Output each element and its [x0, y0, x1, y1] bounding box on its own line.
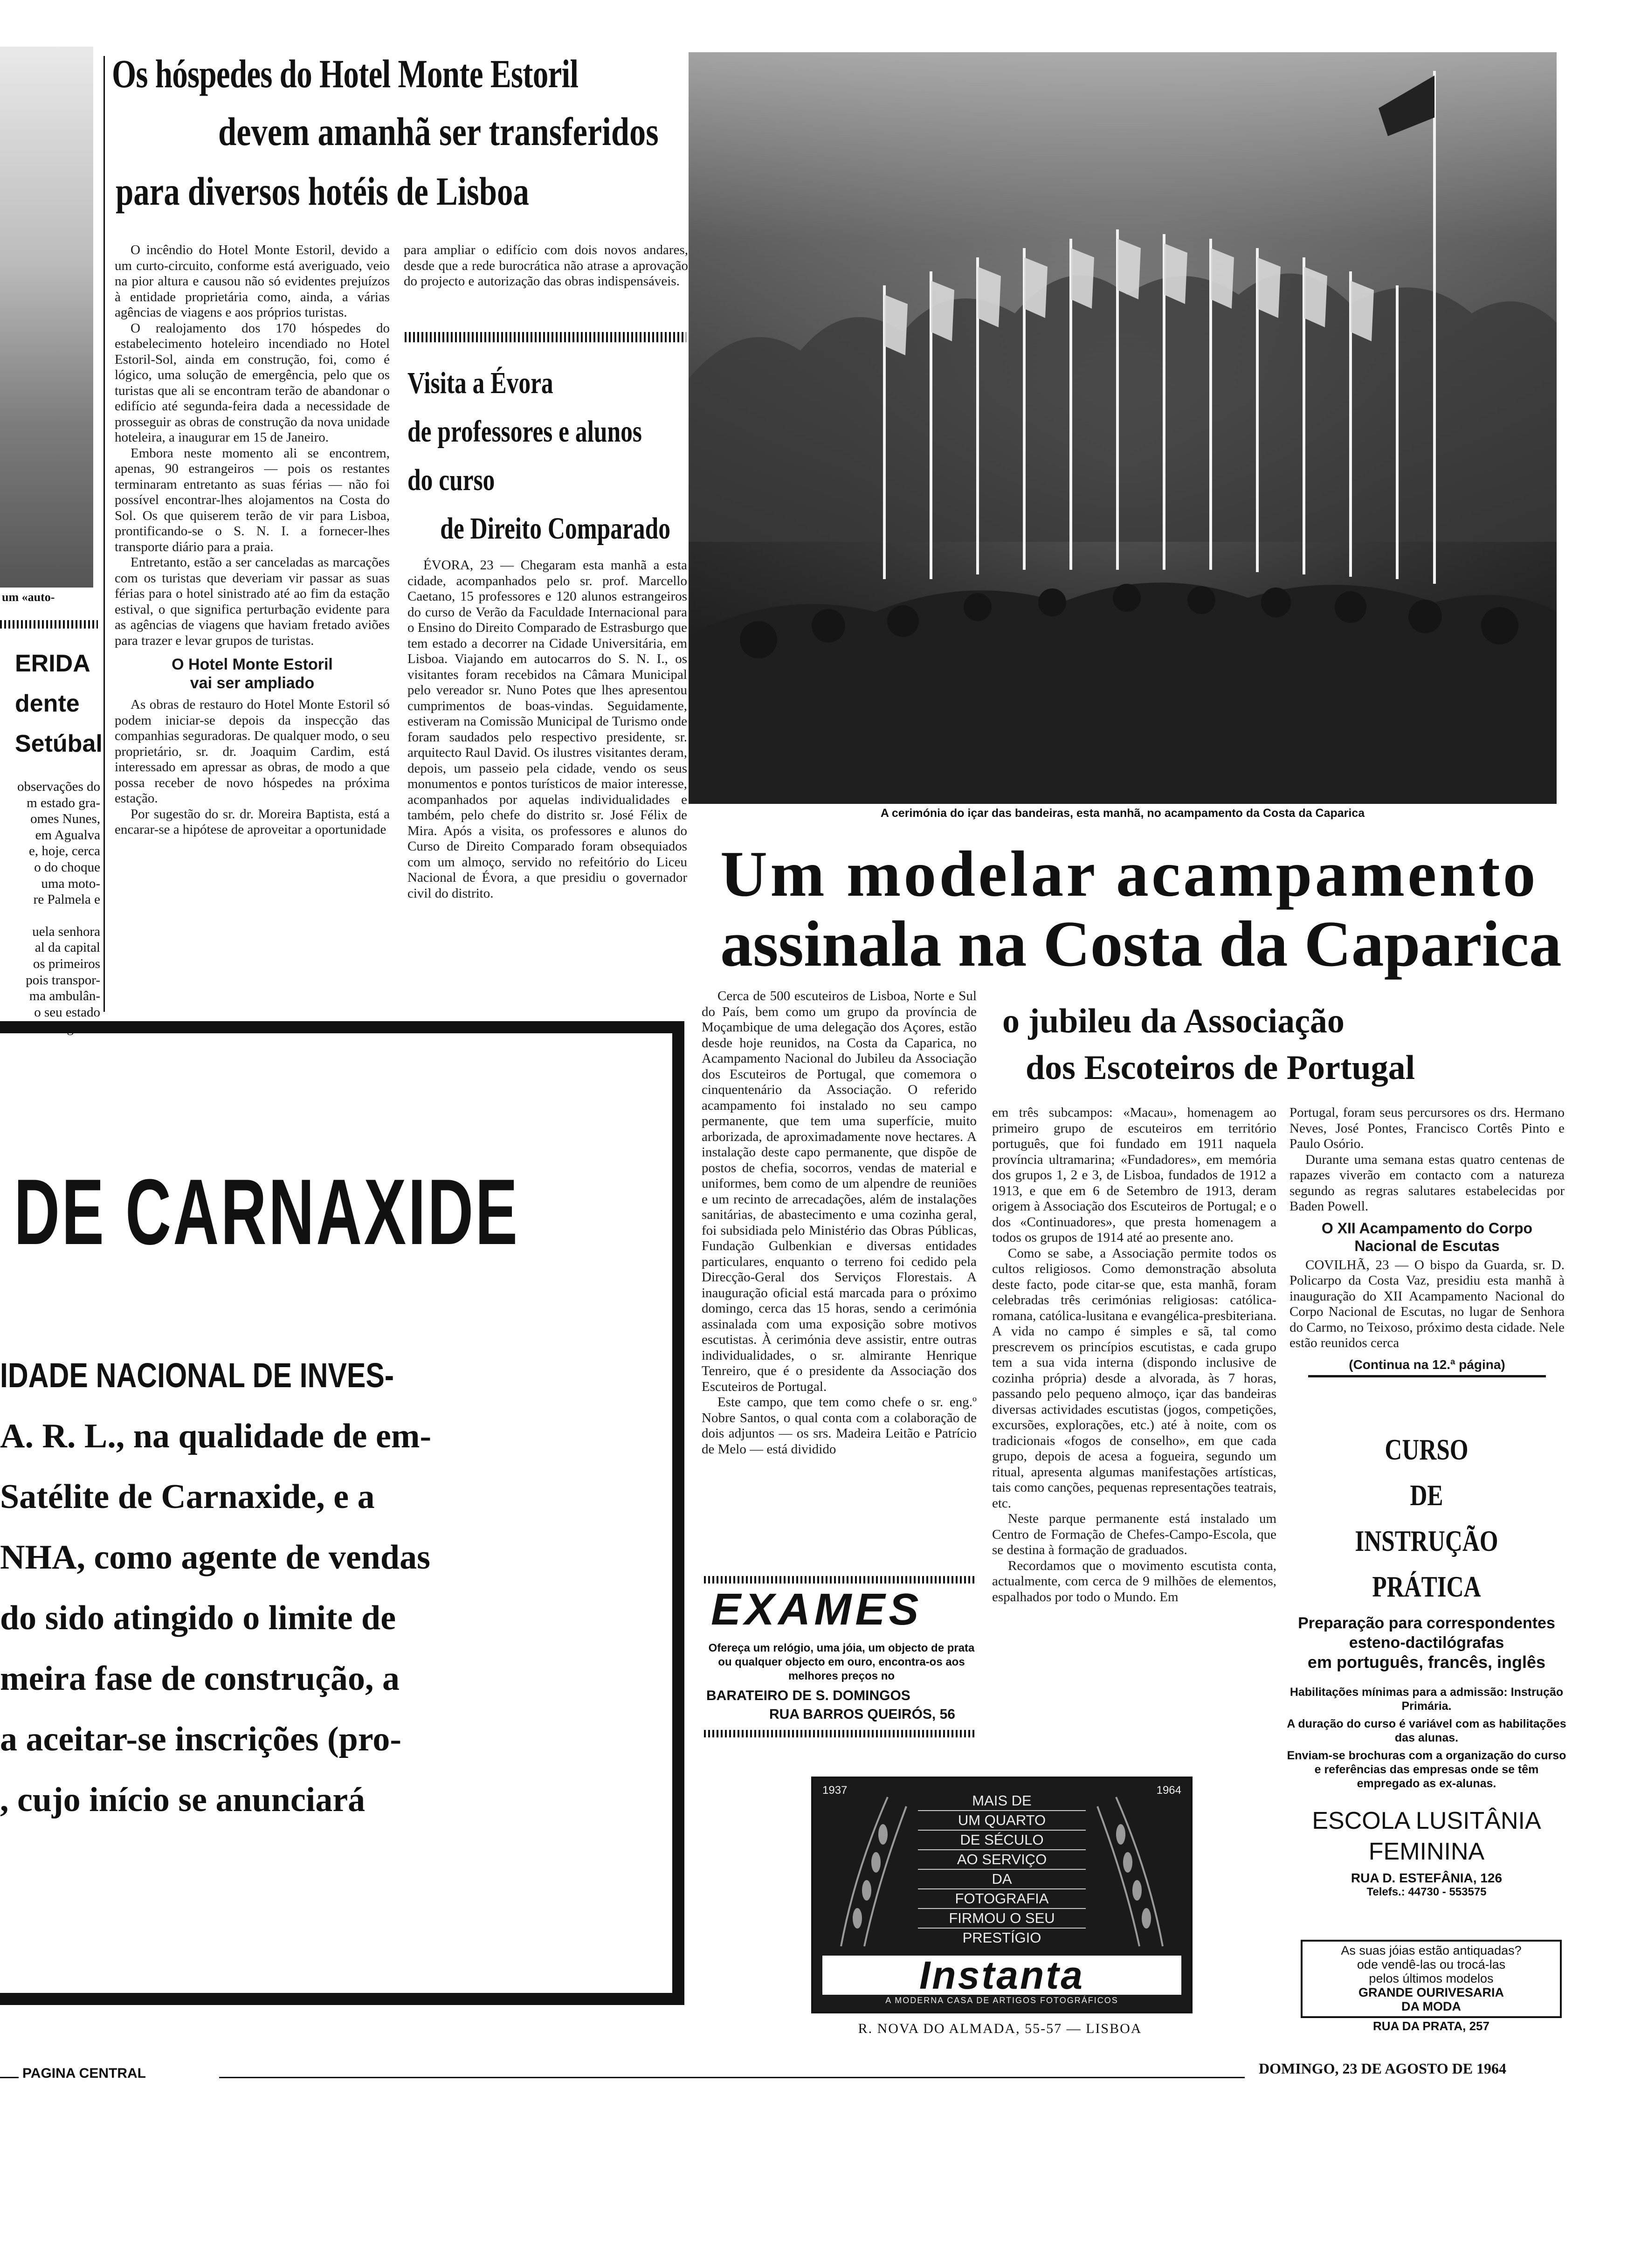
hotel-paragraph: Embora neste momento ali se encontrem, apenas, 90 estrangeiros — pois os restantes terminaram entretanto as suas férias — não foi possível encontrar-lhes alojamentos na Costa do Sol. Os que quiserem terão de vir para Lisboa, prontificando-se o S. N. I. a fornecer-lhes transporte diário para a praia. [115, 445, 390, 554]
exames-top-rule [704, 1576, 977, 1583]
instanta-ad [811, 1777, 1193, 2013]
camp-column-3 [1289, 1105, 1565, 1377]
ourivesaria-line: As suas jóias estão antiquadas? [1341, 1943, 1522, 1957]
left-strip-headline [11, 643, 103, 764]
evora-headline-line: Visita a Évora [407, 366, 553, 400]
left-strip-headline-line: Setúbal [15, 730, 103, 757]
hotel-subhead [115, 655, 390, 692]
column-divider [103, 56, 105, 1012]
carnaxide-line: A. R. L., na qualidade de em- [0, 1417, 432, 1455]
instanta-slogan-line: PRESTÍGIO [962, 1929, 1041, 1946]
hotel-column-2 [404, 242, 688, 290]
left-strip-text [0, 779, 100, 1037]
camp-paragraph: COVILHÃ, 23 — O bispo da Guarda, sr. D. Policarpo da Costa Vaz, presidiu esta manhã à inauguração do XII Acampamento Nacional do Corpo Nacional de Escutas, no lugar de Senhora do Carmo, no Teixoso, próximo desta cidade. Nele estão reunidos cerca [1289, 1257, 1565, 1350]
left-strip-line: ma ambulân- [29, 989, 100, 1004]
left-strip-photo-caption: um «auto- [2, 590, 55, 604]
curso-brochuras: Enviam-se brochuras com a organização do curso e referências das empresas onde se têm empregado as ex-alunas. [1287, 1749, 1566, 1790]
instanta-address: R. NOVA DO ALMADA, 55-57 — LISBOA [858, 2021, 1142, 2036]
curso-subtitle-line: Preparação para correspondentes esteno-dactilógrafas [1298, 1614, 1555, 1652]
left-strip-photo [0, 47, 93, 588]
curso-school-line: ESCOLA LUSITÂNIA [1312, 1807, 1541, 1834]
left-strip-line: omes Nunes, [30, 811, 100, 827]
camp-paragraph: em três subcampos: «Macau», homenagem ao primeiro grupo de escuteiros em território português, que foi fundado em 1911 naquela província ultramarina; «Fundadores», em memória dos grupos 1, 2 e 3, de Lisboa, fundados de 1912 a 1913, e que em 6 de Setembro de 1913, deram origem à Associação dos Escuteiros de Portugal; e o dos «Continuadores», que presta homenagem a todos os grupos de 1914 até ao presente ano. [992, 1105, 1276, 1245]
curso-subtitle [1287, 1613, 1566, 1672]
instanta-slogan-line: AO SERVIÇO [918, 1850, 1086, 1870]
hotel-paragraph: Por sugestão do sr. dr. Moreira Baptista, está a encarar-se a hipótese de aproveitar a oportunidade [115, 806, 390, 837]
hotel-column-1 [115, 242, 390, 838]
carnaxide-line: IDADE NACIONAL DE INVES- [0, 1356, 394, 1395]
evora-paragraph: ÉVORA, 23 — Chegaram esta manhã a esta cidade, acompanhados pelo sr. prof. Marcello Caetano, 15 professores e 120 alunos estrangeiros do curso de Verão da Faculdade Internacional para o Ensino do Direito Comparado de Estrasburgo que tem estado a decorrer na Cidade Universitária, em Lisboa. Viajando em autocarros do S. N. I., os visitantes foram recebidos na Câmara Municipal pelo vereador sr. Nuno Potes que lhes apresentou cumprimentos de boas-vindas. Seguidamente, estiveram na Comissão Municipal de Turismo onde foram saudados pelo respectivo presidente, sr. arquitecto Raul David. Os ilustres visitantes deram, depois, um passeio pela cidade, vendo os seus monumentos e pontos turísticos de maior interesse, acompanhados por aquelas individualidades e também, pelo chefe do distrito sr. José Félix de Mira. Após a visita, os professores e alunos do Curso de Direito Comparado foram obsequiados com um almoço, servido no refeitório do Liceu Nacional de Évora, a que presidiu o governador civil do distrito. [407, 558, 687, 901]
instanta-slogan-line: FOTOGRAFIA [918, 1889, 1086, 1909]
left-strip-line: em Agualva [35, 827, 100, 843]
evora-headline-line: de Direito Comparado [440, 512, 670, 546]
camp-col3-subhead-line: Nacional de Escutas [1354, 1237, 1500, 1254]
exames-shop: BARATEIRO DE S. DOMINGOS [706, 1688, 910, 1703]
curso-subtitle-line: em português, francês, inglês [1307, 1653, 1546, 1672]
exames-address: RUA BARROS QUEIRÓS, 56 [769, 1707, 955, 1722]
curso-title [1287, 1427, 1566, 1610]
instanta-tagline: A MODERNA CASA DE ARTIGOS FOTOGRÁFICOS [885, 1996, 1118, 2005]
evora-body [407, 558, 687, 901]
curso-school-line: FEMININA [1368, 1838, 1485, 1865]
curso-habilitacoes: Habilitações mínimas para a admissão: Instrução Primária. [1289, 1686, 1564, 1713]
camp-paragraph: Como se sabe, a Associação permite todos os cultos religiosos. Como demonstração absoluta deste facto, pode citar-se que, esta manhã, foram celebradas três cerimónias religiosas: católica-romana, católica-lusitana e evangélica-presbiteriana. A vida no campo é simples e sã, tal como prescrevem os princípios escutistas, e cada grupo tem a sua vida interna (dispondo inclusive de cozinha própria) desde a alvorada, às 7 horas, passando pelo pequeno almoço, içar das bandeiras diversas actividades escutistas (jogos, competições, excursões, explorações, etc.) até à noite, com os tradicionais «fogos de conselho», em que cada grupo, depois de acesa a fogueira, segundo um ritual, apresenta algumas manifestações artísticas, tais como canções, pequenas representações teatrais, etc. [992, 1245, 1276, 1511]
exames-text: Ofereça um relógio, uma jóia, um objecto de prata ou qualquer objecto em ouro, encontra-os aos melhores preços no [708, 1642, 975, 1682]
left-strip-line: pois transpor- [26, 972, 100, 988]
instanta-brand: Instanta [822, 1956, 1181, 1995]
carnaxide-line: meira fase de construção, a [0, 1660, 400, 1698]
hotel-subhead-line: vai ser ampliado [190, 674, 315, 692]
camp-paragraph: Recordamos que o movimento escutista conta, actualmente, com cerca de 9 milhões de elementos, espalhados por todo o Mundo. Em [992, 1558, 1276, 1604]
carnaxide-title: DE CARNAXIDE [14, 1160, 520, 1264]
camp-subheadline-line: dos Escoteiros de Portugal [1026, 1049, 1415, 1087]
hotel-paragraph: O incêndio do Hotel Monte Estoril, devido a um curto-circuito, conforme está averiguado, veio na pior altura e causou não só evidentes prejuízos à entidade proprietária como, ainda, a várias agências de viagens e aos próprios turistas. [115, 242, 390, 320]
evora-headline [407, 359, 687, 553]
left-strip-line: uma moto- [41, 876, 100, 891]
photo-caption: A cerimónia do içar das bandeiras, esta manhã, no acampamento da Costa da Caparica [880, 807, 1365, 820]
left-strip-line: nte grave. [47, 1021, 100, 1036]
hotel-evora-rule [405, 332, 686, 342]
hotel-headline-line-3: para diversos hotéis de Lisboa [116, 169, 529, 214]
left-strip-line: uela senhora [32, 924, 100, 939]
curso-phones: Telefs.: 44730 - 553575 [1366, 1886, 1487, 1898]
camp-headline-line-2: assinala na Costa da Caparica [720, 908, 1562, 980]
instanta-slogan-line: MAIS DE [918, 1791, 1086, 1811]
hotel-headline-line-1: Os hóspedes do Hotel Monte Estoril [112, 51, 579, 96]
carnaxide-text [0, 1345, 662, 1830]
curso-title-line: DE [1410, 1479, 1443, 1512]
left-strip-headline-line: dente [15, 690, 80, 717]
camp-column-2 [992, 1105, 1276, 1605]
camp-paragraph: Este campo, que tem como chefe o sr. eng.º Nobre Santos, o qual conta com a colaboração de dois adjuntos — os srs. Madeira Leitão e Patrício de Melo — está dividido [702, 1395, 977, 1457]
exames-title: EXAMES [711, 1584, 923, 1634]
exames-bottom-rule [704, 1730, 977, 1737]
curso-duracao: A duração do curso é variável com as habilitações das alunas. [1287, 1717, 1566, 1744]
footer-rule-left [0, 2077, 19, 2078]
camp-column-1 [702, 989, 977, 1457]
left-strip-line: o do choque [34, 859, 100, 875]
instanta-year-start: 1937 [822, 1784, 848, 1797]
evora-headline-line: do curso [407, 463, 495, 497]
evora-headline-line: de professores e alunos [407, 415, 642, 449]
left-strip-line: os primeiros [33, 956, 100, 971]
continua-note: (Continua na 12.ª página) [1308, 1357, 1546, 1378]
curso-address: RUA D. ESTEFÂNIA, 126 [1351, 1871, 1503, 1885]
left-strip-line: al da capital [34, 940, 100, 955]
instanta-slogan-line: UM QUARTO [918, 1811, 1086, 1831]
curso-title-line: INSTRUÇÃO PRÁTICA [1355, 1524, 1498, 1603]
left-strip-line [0, 908, 100, 924]
hotel-paragraph: Entretanto, estão a ser canceladas as marcações com os turistas que deveriam vir passar as suas férias para o hotel sinistrado até ao fim da estação estival, o que significa perturbação evidente para as agências de viagens que haviam fretado aviões para trazer e levar grupos de turistas. [115, 555, 390, 648]
hotel-paragraph: As obras de restauro do Hotel Monte Estoril só podem iniciar-se depois da inspecção das companhias seguradoras. De qualquer modo, o seu proprietário, sr. dr. Joaquim Cardim, está interessado em apressar as obras, de modo a que possa receber de novo hóspedes na próxima estação. [115, 697, 390, 806]
camp-col3-subhead-line: O XII Acampamento do Corpo [1321, 1219, 1533, 1237]
hotel-paragraph: para ampliar o edifício com dois novos andares, desde que a rede burocrática não atrase a aprovação do projecto e autorização das obras indispensáveis. [404, 242, 688, 289]
carnaxide-line: do sido atingido o limite de [0, 1599, 396, 1637]
carnaxide-line: Satélite de Carnaxide, e a [0, 1478, 375, 1516]
left-strip-line: e, hoje, cerca [29, 844, 100, 859]
carnaxide-line: , cujo início se anunciará [0, 1781, 365, 1819]
curso-title-line: CURSO [1385, 1433, 1469, 1466]
ourivesaria-ad [1301, 1940, 1562, 2018]
camp-subheadline [1002, 998, 1562, 1091]
ourivesaria-name: GRANDE OURIVESARIA [1358, 1985, 1504, 1999]
left-strip-headline-line: ERIDA [15, 650, 90, 677]
camp-paragraph: Portugal, foram seus percursores os drs. Hermano Neves, José Pontes, Francisco Cortês Pinto e Paulo Osório. [1289, 1105, 1565, 1151]
instanta-slogan-line: DA [918, 1870, 1086, 1889]
ourivesaria-address: RUA DA PRATA, 257 [1373, 2019, 1489, 2033]
carnaxide-line: a aceitar-se inscrições (pro- [0, 1720, 401, 1758]
footer-rule-mid [219, 2077, 1245, 2078]
flag-ceremony-illustration [689, 52, 1557, 804]
instanta-slogan-line: DE SÉCULO [918, 1831, 1086, 1850]
hotel-headline-line-2: devem amanhã ser transferidos [218, 109, 659, 154]
camp-paragraph: Cerca de 500 escuteiros de Lisboa, Norte e Sul do País, bem como um grupo da província de Moçambique de uma delegação dos Açores, estão desde hoje reunidos, na Costa da Caparica, no Acampamento Nacional do Jubileu da Associação dos Escuteiros de Portugal, que comemora o cinquentenário da Associação. O referido acampamento foi instalado no seu campo permanente, que tem uma superfície, muito arborizada, de aproximadamente nove hectares. A instalação deste capo permanente, que dispõe de postos de chefia, socorros, vendas de material e uniformes, bem como de um alpendre de reuniões e um recinto de arrecadações, além de instalações sanitárias, de abastecimento e uma cozinha geral, foi subsidiada pelo Ministério das Obras Públicas, Fundação Gulbenkian e diversas entidades particulares, enquanto o terreno foi cedido pela Direcção-Geral dos Serviços Florestais. A inauguração oficial está marcada para o próximo domingo, cerca das 15 horas, sendo a cerimónia assinalada com uma exposição sobre motivos escutistas. À cerimónia deve assistir, entre outras individualidades, o sr. almirante Henrique Tenreiro, que é o presidente da Associação dos Escuteiros de Portugal. [702, 989, 977, 1394]
camp-subheadline-line: o jubileu da Associação [1002, 1002, 1345, 1040]
left-strip-line: re Palmela e [33, 892, 100, 907]
instanta-slogan-line: FIRMOU O SEU [918, 1909, 1086, 1929]
left-strip-line: observações do [17, 779, 100, 794]
flag-ceremony-photo [689, 52, 1557, 804]
curso-ad [1287, 1427, 1566, 1899]
instanta-year-end: 1964 [1156, 1784, 1181, 1797]
carnaxide-line: NHA, como agente de vendas [0, 1538, 430, 1577]
camp-paragraph: Durante uma semana estas quatro centenas de rapazes viverão em contacto com a natureza segundo as regras salutares estabelecidas por Baden Powell. [1289, 1152, 1565, 1214]
curso-school [1287, 1805, 1566, 1867]
instanta-slogan [918, 1791, 1086, 1947]
ourivesaria-line: pelos últimos modelos [1369, 1971, 1494, 1985]
left-strip-rule [0, 620, 98, 629]
camp-paragraph: Neste parque permanente está instalado um Centro de Formação de Chefes-Campo-Escola, que se destina à formação de graduados. [992, 1511, 1276, 1557]
footer-left: PAGINA CENTRAL [22, 2066, 146, 2081]
hotel-subhead-line: O Hotel Monte Estoril [172, 656, 333, 673]
ourivesaria-line: ode vendê-las ou trocá-las [1357, 1957, 1506, 1971]
footer-right: DOMINGO, 23 DE AGOSTO DE 1964 [1259, 2060, 1507, 2077]
left-strip-line: o seu estado [34, 1004, 100, 1020]
left-strip-line: m estado gra- [27, 795, 100, 810]
hotel-paragraph: O realojamento dos 170 hóspedes do estabelecimento hoteleiro incendiado no Hotel Estoril-Sol, ainda em construção, foi, como é lógico, uma solução de emergência, pelo que os turistas que ali se encontram terão de abandonar o edifício até segunda-feira dada a necessidade de prosseguir as obras de construção da nova unidade hoteleira, a inaugurar em 15 de Janeiro. [115, 320, 390, 445]
ourivesaria-name: DA MODA [1401, 1999, 1461, 2013]
camp-headline-line-1: Um modelar acampamento [720, 838, 1538, 910]
camp-col3-subhead [1289, 1219, 1565, 1255]
